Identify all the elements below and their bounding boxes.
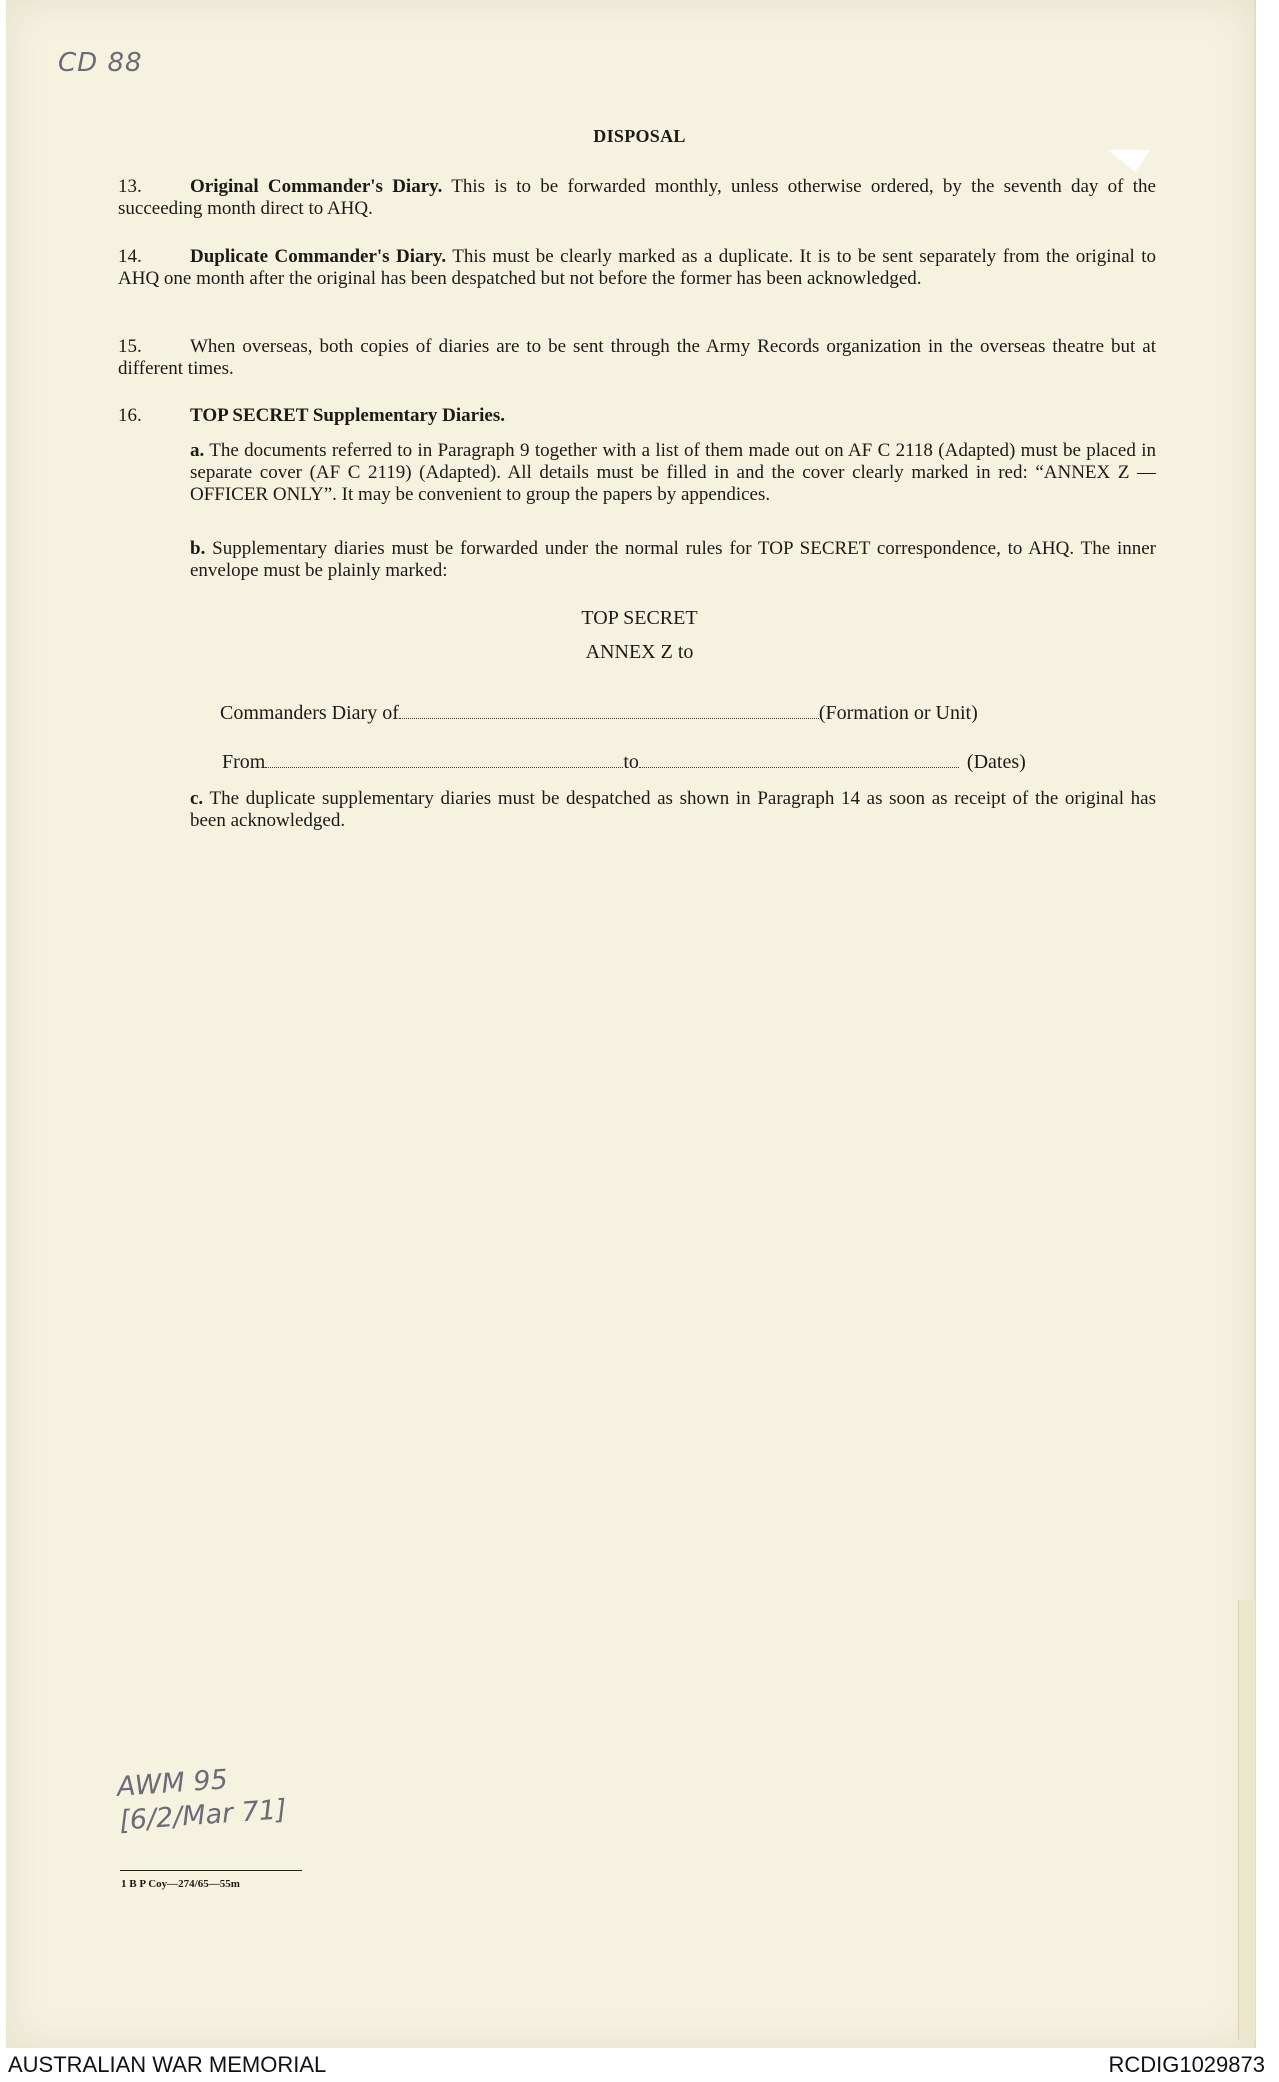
formation-blank xyxy=(399,702,819,719)
subparagraph-label: c. xyxy=(190,788,204,809)
paragraph-number: 15. xyxy=(118,336,142,357)
paragraph-text: This is to be forwarded monthly, unless otherwise ordered, by the seventh day of the succeeding month direct to AHQ. xyxy=(118,176,1156,219)
paragraph-title: Duplicate Commander's Diary. xyxy=(190,246,447,267)
paragraph-number: 13. xyxy=(118,176,142,197)
marking-annex-z: ANNEX Z to xyxy=(585,641,694,663)
handwritten-line: [6/2/Mar 71] xyxy=(118,1794,288,1837)
dates-suffix: (Dates) xyxy=(966,751,1026,773)
diary-suffix: (Formation or Unit) xyxy=(818,702,978,724)
paragraph-number: 16. xyxy=(118,405,142,426)
paragraph-number: 14. xyxy=(118,246,142,267)
page-edge xyxy=(1238,1600,1255,2040)
paragraph-title: TOP SECRET Supplementary Diaries. xyxy=(190,405,505,426)
to-label: to xyxy=(623,751,639,773)
diary-fill-line xyxy=(220,702,978,725)
printer-rule xyxy=(120,1870,302,1871)
to-date-blank xyxy=(639,751,959,768)
from-label: From xyxy=(222,751,266,773)
paragraph-16-heading xyxy=(118,405,1156,427)
paragraph-title: Original Commander's Diary. xyxy=(190,176,443,197)
subparagraph-text: The documents referred to in Paragraph 9 together with a list of them made out on AF C 2118 (Adapted) must be placed in separate cover (AF C 2119) (Adapted). All details must be filled in and the cover clearly marked in red: “ANNEX Z — OFFICER ONLY”. It may be convenient to group the papers by appendices. xyxy=(190,440,1156,505)
paragraph-15 xyxy=(118,336,1156,380)
archive-credit: AUSTRALIAN WAR MEMORIAL xyxy=(8,2052,327,2077)
subparagraph-text: The duplicate supplementary diaries must be despatched as shown in Paragraph 14 as soon as receipt of the original has been acknowledged. xyxy=(190,788,1156,831)
paragraph-text: This must be clearly marked as a duplicate. It is to be sent separately from the original to AHQ one month after the original has been despatched but not before the former has been acknowledged. xyxy=(118,246,1156,289)
from-date-blank xyxy=(265,751,623,768)
paragraph-13 xyxy=(118,176,1156,220)
subparagraph-b xyxy=(190,538,1156,582)
handwritten-reference: CD 88 xyxy=(58,48,143,78)
archive-id: RCDIG1029873 xyxy=(1108,2052,1265,2077)
subparagraph-text: Supplementary diaries must be forwarded under the normal rules for TOP SECRET correspondence, to AHQ. The inner envelope must be plainly marked: xyxy=(190,538,1156,581)
handwritten-line: AWM 95 xyxy=(115,1764,229,1803)
diary-label: Commanders Diary of xyxy=(220,702,399,724)
paragraph-text: When overseas, both copies of diaries are to be sent through the Army Records organization in the overseas theatre but at different times. xyxy=(118,336,1156,379)
subparagraph-label: b. xyxy=(190,538,206,559)
paragraph-14 xyxy=(118,246,1156,290)
subparagraph-a xyxy=(190,440,1156,506)
handwritten-archive-reference xyxy=(116,1759,288,1839)
subparagraph-c xyxy=(190,788,1156,832)
document-page xyxy=(6,0,1256,2048)
subparagraph-label: a. xyxy=(190,440,205,461)
section-heading: DISPOSAL xyxy=(593,126,686,146)
marking-top-secret: TOP SECRET xyxy=(581,607,698,629)
printer-imprint: 1 B P Coy—274/65—55m xyxy=(121,1878,240,1890)
dates-fill-line xyxy=(222,751,1026,774)
